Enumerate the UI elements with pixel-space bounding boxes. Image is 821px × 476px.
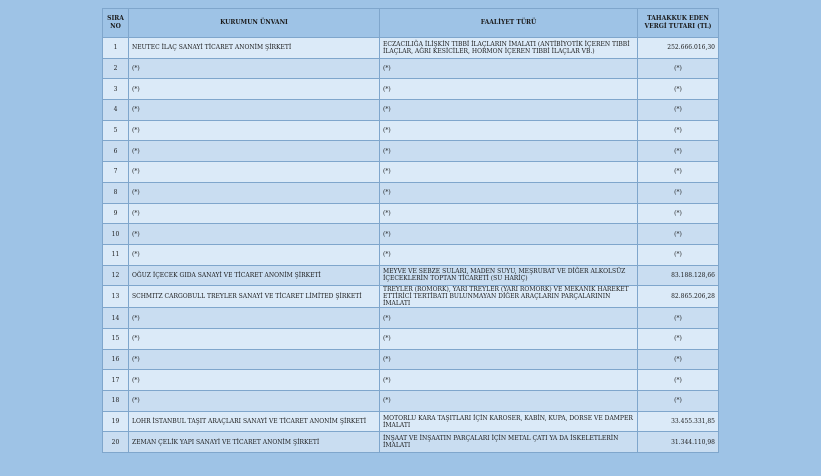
row-company-name: (*) — [129, 244, 380, 265]
row-company-name: (*) — [129, 349, 380, 370]
row-company-name: (*) — [129, 79, 380, 100]
row-activity: (*) — [380, 182, 638, 203]
row-number: 13 — [103, 286, 129, 308]
row-number: 19 — [103, 411, 129, 432]
row-company-name: (*) — [129, 58, 380, 79]
row-company-name: (*) — [129, 203, 380, 224]
row-activity: ECZACILIĞA İLİŞKİN TIBBİ İLAÇLARIN İMALATI (ANTİBİYOTİK İÇEREN TIBBİ İLAÇLAR, AĞRI KESİCİLER, HORMON İÇEREN TIBBİ İLAÇLAR VB.) — [380, 38, 638, 59]
row-company-name: LOHR İSTANBUL TAŞIT ARAÇLARI SANAYİ VE TİCARET ANONİM ŞİRKETİ — [129, 411, 380, 432]
row-tax-amount: (*) — [638, 100, 719, 121]
table-row — [103, 328, 719, 349]
row-activity: İNŞAAT VE İNŞAATIN PARÇALARI İÇİN METAL ÇATI YA DA İSKELETLERİN İMALATI — [380, 432, 638, 453]
table-row — [103, 38, 719, 59]
row-activity: (*) — [380, 370, 638, 391]
row-activity: (*) — [380, 162, 638, 183]
row-number: 18 — [103, 391, 129, 412]
row-number: 9 — [103, 203, 129, 224]
table-row — [103, 432, 719, 453]
row-tax-amount: 83.188.128,66 — [638, 265, 719, 286]
row-number: 2 — [103, 58, 129, 79]
table-row — [103, 79, 719, 100]
table-row — [103, 120, 719, 141]
row-company-name: (*) — [129, 100, 380, 121]
row-tax-amount: (*) — [638, 349, 719, 370]
row-activity: (*) — [380, 308, 638, 329]
row-tax-amount: (*) — [638, 162, 719, 183]
table-row — [103, 286, 719, 308]
table-row — [103, 141, 719, 162]
row-activity: (*) — [380, 100, 638, 121]
row-number: 6 — [103, 141, 129, 162]
row-company-name: OĞUZ İÇECEK GIDA SANAYİ VE TİCARET ANONİM ŞİRKETİ — [129, 265, 380, 286]
row-tax-amount: 82.865.206,28 — [638, 286, 719, 308]
row-tax-amount: (*) — [638, 244, 719, 265]
row-number: 10 — [103, 224, 129, 245]
table-row — [103, 370, 719, 391]
row-company-name: (*) — [129, 308, 380, 329]
row-company-name: (*) — [129, 162, 380, 183]
row-tax-amount: (*) — [638, 203, 719, 224]
row-activity: MOTORLU KARA TAŞITLARI İÇİN KAROSER, KABİN, KUPA, DORSE VE DAMPER İMALATI — [380, 411, 638, 432]
row-number: 4 — [103, 100, 129, 121]
row-tax-amount: (*) — [638, 120, 719, 141]
row-company-name: (*) — [129, 370, 380, 391]
row-number: 8 — [103, 182, 129, 203]
row-activity: (*) — [380, 79, 638, 100]
row-tax-amount: (*) — [638, 182, 719, 203]
row-tax-amount: (*) — [638, 58, 719, 79]
tax-ranking-table — [102, 8, 719, 453]
row-company-name: (*) — [129, 141, 380, 162]
row-activity: MEYVE VE SEBZE SULARI, MADEN SUYU, MEŞRUBAT VE DİĞER ALKOLSÜZ İÇECEKLERİN TOPTAN TİCARETİ (SU HARİÇ) — [380, 265, 638, 286]
row-company-name: SCHMITZ CARGOBULL TREYLER SANAYİ VE TİCARET LİMİTED ŞİRKETİ — [129, 286, 380, 308]
table-body — [103, 38, 719, 453]
row-tax-amount: 252.666.016,30 — [638, 38, 719, 59]
table-row — [103, 244, 719, 265]
row-number: 3 — [103, 79, 129, 100]
row-number: 1 — [103, 38, 129, 59]
row-number: 7 — [103, 162, 129, 183]
row-activity: (*) — [380, 203, 638, 224]
row-company-name: (*) — [129, 391, 380, 412]
table-row — [103, 265, 719, 286]
row-number: 20 — [103, 432, 129, 453]
header-sira: SIRA NO — [103, 9, 129, 38]
row-activity: (*) — [380, 58, 638, 79]
row-tax-amount: 31.344.110,98 — [638, 432, 719, 453]
row-activity: TREYLER (RÖMORK), YARI TREYLER (YARI RÖMORK) VE MEKANİK HAREKET ETTİRİCİ TERTİBATI BULUNMAYAN DİĞER ARAÇLARIN PARÇALARININ İMALATI — [380, 286, 638, 308]
row-activity: (*) — [380, 224, 638, 245]
row-activity: (*) — [380, 120, 638, 141]
row-activity: (*) — [380, 391, 638, 412]
row-tax-amount: (*) — [638, 370, 719, 391]
row-number: 5 — [103, 120, 129, 141]
row-tax-amount: (*) — [638, 79, 719, 100]
table-row — [103, 203, 719, 224]
table-row — [103, 349, 719, 370]
row-number: 17 — [103, 370, 129, 391]
row-number: 11 — [103, 244, 129, 265]
table-row — [103, 224, 719, 245]
row-tax-amount: (*) — [638, 328, 719, 349]
row-number: 16 — [103, 349, 129, 370]
row-company-name: (*) — [129, 328, 380, 349]
row-activity: (*) — [380, 141, 638, 162]
row-tax-amount: 33.455.331,85 — [638, 411, 719, 432]
row-activity: (*) — [380, 349, 638, 370]
header-faaliyet: FAALİYET TÜRÜ — [380, 9, 638, 38]
row-activity: (*) — [380, 328, 638, 349]
table-row — [103, 100, 719, 121]
table-row — [103, 58, 719, 79]
table-row — [103, 162, 719, 183]
header-vergi: TAHAKKUK EDEN VERGİ TUTARI (TL) — [638, 9, 719, 38]
row-company-name: ZEMAN ÇELİK YAPI SANAYİ VE TİCARET ANONİM ŞİRKETİ — [129, 432, 380, 453]
row-company-name: (*) — [129, 182, 380, 203]
row-tax-amount: (*) — [638, 141, 719, 162]
table-row — [103, 391, 719, 412]
row-tax-amount: (*) — [638, 308, 719, 329]
header-row — [103, 9, 719, 38]
header-kurum: KURUMUN ÜNVANI — [129, 9, 380, 38]
row-company-name: NEUTEC İLAÇ SANAYİ TİCARET ANONİM ŞİRKETİ — [129, 38, 380, 59]
row-activity: (*) — [380, 244, 638, 265]
row-number: 12 — [103, 265, 129, 286]
row-number: 14 — [103, 308, 129, 329]
row-company-name: (*) — [129, 120, 380, 141]
row-tax-amount: (*) — [638, 224, 719, 245]
table-row — [103, 411, 719, 432]
table-row — [103, 308, 719, 329]
row-tax-amount: (*) — [638, 391, 719, 412]
row-number: 15 — [103, 328, 129, 349]
row-company-name: (*) — [129, 224, 380, 245]
table-row — [103, 182, 719, 203]
